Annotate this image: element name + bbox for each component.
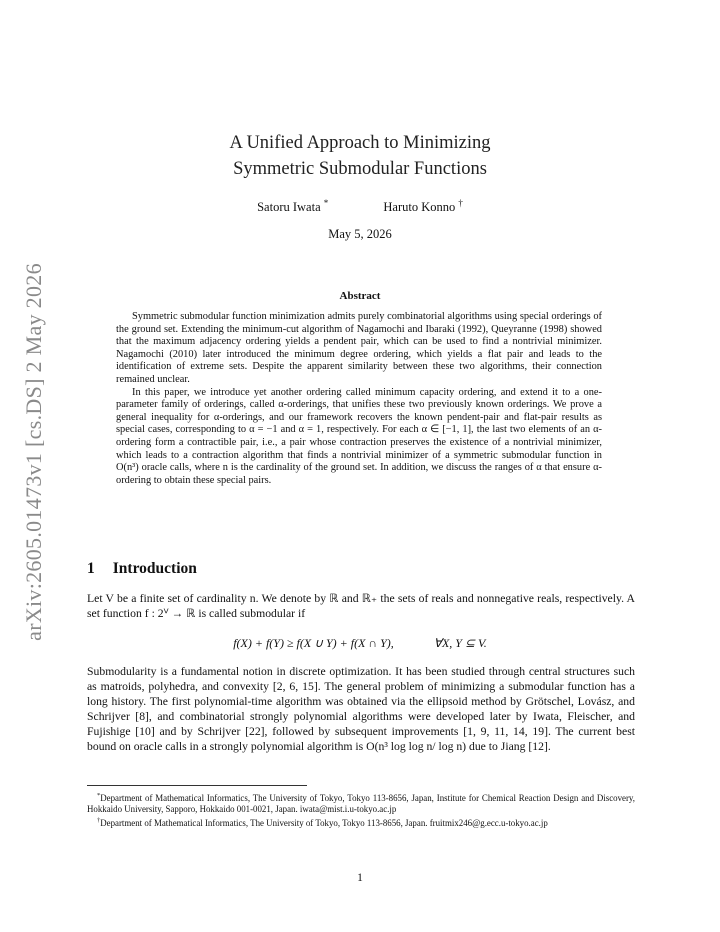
author-1-footnote-mark: * <box>323 198 329 208</box>
footnote-1-mark: * <box>97 792 101 799</box>
author-2-name: Haruto Konno <box>383 200 456 215</box>
abstract-body <box>116 311 602 487</box>
author-1-name: Satoru Iwata <box>257 200 321 215</box>
abstract-paragraph-1: Symmetric submodular function minimization admits purely combinatorial algorithms using special orderings of the ground set. Extending the minimum-cut algorithm of Nagamochi and Ibaraki (1992), Queyranne (1998) showed that the maximum adjacency ordering yields a pendent pair, which can be used to find a nontrivial minimizer. Nagamochi (2010) later introduced the minimum degree ordering, which yields a flat pair and leads to the identification of extreme sets. Despite the apparent similarity between these two algorithms, their connection remained unclear. <box>116 311 602 385</box>
arxiv-identifier-text: arXiv:2605.01473v1 [cs.DS] 2 May 2026 <box>21 263 46 641</box>
footnote-2-text: Department of Mathematical Informatics, The University of Tokyo, Tokyo 113-8656, Japan. fruitmix246@g.ecc.u-tokyo.ac.jp <box>100 817 548 828</box>
arxiv-identifier <box>20 262 48 642</box>
equation-rhs: ∀X, Y ⊆ V. <box>433 636 487 650</box>
paper-date: May 5, 2026 <box>328 227 392 241</box>
section-title: Introduction <box>112 560 197 577</box>
paper-title-line-2: Symmetric Submodular Functions <box>233 159 487 179</box>
equation-lhs: f(X) + f(Y) ≥ f(X ∪ Y) + f(X ∩ Y), <box>233 636 394 650</box>
section-heading <box>87 560 197 578</box>
footnote-1-text: Department of Mathematical Informatics, The University of Tokyo, Tokyo 113-8656, Japan, Institute for Chemical Reaction Design and Discovery, Hokkaido University, Sapporo, Hokkaido 001-0021, Japan. iwata@mist.i.u-tokyo.ac.jp <box>87 792 635 814</box>
section-number: 1 <box>87 560 95 577</box>
author-2-footnote-mark: † <box>458 198 463 208</box>
footnote-divider <box>87 785 307 786</box>
footnote-2 <box>87 815 635 829</box>
footnotes <box>87 790 635 829</box>
abstract-heading: Abstract <box>339 290 381 302</box>
author-2 <box>383 198 463 215</box>
page-number: 1 <box>357 872 363 884</box>
abstract-paragraph-2: In this paper, we introduce yet another ordering called minimum capacity ordering, and extend it to a one-parameter family of orderings, called α-orderings, that unifies these two previously known orderings. We prove a general inequality for α-orderings, and our framework recovers the known pendent-pair and flat-pair results as special cases, corresponding to α = −1 and α = 1, respectively. For each α ∈ [−1, 1], the last two elements of an α-ordering form a contractible pair, i.e., a pair whose contraction preserves the existence of a nontrivial minimizer, which leads to a contraction algorithm that finds a nontrivial minimizer of a symmetric submodular function in O(n³) oracle calls, where n is the cardinality of the ground set. In addition, we discuss the ranges of α that ensure α-ordering to obtain these special pairs. <box>116 386 602 486</box>
intro-paragraph-2: Submodularity is a fundamental notion in discrete optimization. It has been studied through central structures such as matroids, polyhedra, and convexity [2, 6, 15]. The general problem of minimizing a submodular function has a long history. The first polynomial-time algorithm was obtained via the ellipsoid method by Grötschel, Lovász, and Schrijver [8], and combinatorial strongly polynomial algorithms were developed later by Iwata, Fleischer, and Fujishige [10] and by Schrijver [22], followed by subsequent improvements [1, 9, 11, 14, 19]. The current best bound on oracle calls in a strongly polynomial algorithm is O(n³ log log n/ log n) due to Jiang [12]. <box>87 665 635 753</box>
footnote-2-mark: † <box>97 816 101 824</box>
submodularity-equation <box>0 636 720 651</box>
intro-paragraph-1: Let V be a finite set of cardinality n. We denote by ℝ and ℝ₊ the sets of reals and nonnegative reals, respectively. A set function f : 2ⱽ → ℝ is called submodular if <box>87 592 635 620</box>
author-1 <box>257 198 328 215</box>
author-list <box>0 198 720 215</box>
paper-title-line-1: A Unified Approach to Minimizing <box>229 133 491 153</box>
footnote-1 <box>87 790 635 815</box>
paper-title <box>0 130 720 182</box>
